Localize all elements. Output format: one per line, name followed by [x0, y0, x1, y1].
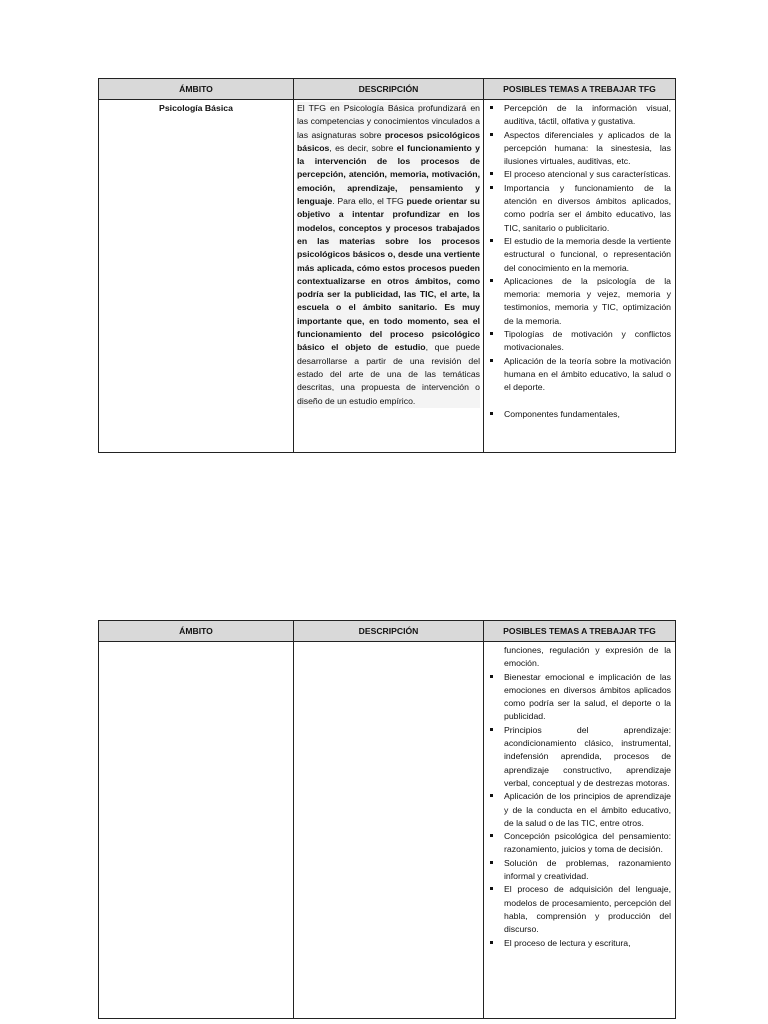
table-header-row: [99, 79, 676, 100]
header-temas: POSIBLES TEMAS A TREBAJAR TFG: [484, 79, 676, 100]
table-header-row: [99, 621, 676, 642]
temas-cell: [484, 642, 676, 1019]
header-ambito: ÁMBITO: [99, 79, 294, 100]
list-item: Concepción psicológica del pensamiento: razonamiento, juicios y toma de decisión.: [488, 830, 671, 857]
tfg-table-page-1: [98, 78, 676, 453]
descripcion-cell: [294, 100, 484, 453]
list-item: El proceso de adquisición del lenguaje, modelos de procesamiento, percepción del habla, comprensión y producción del discurso.: [488, 883, 671, 936]
tfg-table-page-2: [98, 620, 676, 1019]
descripcion-segment: , que puede desarrollarse a partir de una revisión del estado del arte de una de las temáticas descritas, una propuesta de intervención o diseño de un estudio empírico.: [297, 342, 480, 406]
descripcion-segment: . Para ello, el TFG: [332, 196, 407, 207]
temas-list: [488, 102, 671, 421]
ambito-cell: [99, 642, 294, 1019]
list-item: Solución de problemas, razonamiento informal y creatividad.: [488, 857, 671, 884]
header-descripcion: DESCRIPCIÓN: [294, 621, 484, 642]
list-item: El proceso atencional y sus características.: [488, 168, 671, 181]
list-item: Aplicación de la teoría sobre la motivación humana en el ámbito educativo, la salud o el deporte.: [488, 355, 671, 395]
header-ambito: ÁMBITO: [99, 621, 294, 642]
list-item-continuation: funciones, regulación y expresión de la emoción.: [504, 645, 671, 669]
list-item: Aspectos diferenciales y aplicados de la percepción humana: la sinestesia, las ilusiones virtuales, auditivas, etc.: [488, 129, 671, 169]
table-row: [99, 642, 676, 1019]
ambito-cell: Psicología Básica: [99, 100, 294, 453]
list-item: Principios del aprendizaje: acondicionamiento clásico, instrumental, indefensión aprendida, procesos de aprendizaje constructivo, aprendizaje verbal, conceptual y de destrezas motoras.: [488, 724, 671, 790]
temas-list: [488, 644, 671, 950]
list-item: El estudio de la memoria desde la vertiente estructural o funcional, o representación del conocimiento en la memoria.: [488, 235, 671, 275]
descripcion-bold-segment: procesos psicológicos básicos: [297, 129, 480, 153]
list-item: Aplicaciones de la psicología de la memoria: memoria y vejez, memoria y testimonios, memoria y TIC, optimización de la memoria.: [488, 275, 671, 328]
header-temas: POSIBLES TEMAS A TREBAJAR TFG: [484, 621, 676, 642]
list-item: Percepción de la información visual, auditiva, táctil, olfativa y gustativa.: [488, 102, 671, 129]
list-item: Tipologías de motivación y conflictos motivacionales.: [488, 328, 671, 355]
descripcion-bold-segment: el funcionamiento y la intervención de los procesos de percepción, atención, memoria, motivación, emoción, aprendizaje, pensamiento y lenguaje: [297, 142, 480, 207]
header-descripcion: DESCRIPCIÓN: [294, 79, 484, 100]
descripcion-text: [297, 102, 480, 408]
descripcion-segment: , es decir, sobre: [329, 142, 397, 153]
list-item: Importancia y funcionamiento de la atención en diversos ámbitos aplicados, como podría ser el ámbito educativo, las TIC, sanitario o publicitario.: [488, 182, 671, 235]
list-item: Aplicación de los principios de aprendizaje y de la conducta en el ámbito educativo, de la salud o de las TIC, entre otros.: [488, 790, 671, 830]
descripcion-segment: El TFG en Psicología Básica profundizará en las competencias y conocimientos vinculados a las asignaturas sobre: [297, 103, 480, 140]
temas-cell: [484, 100, 676, 453]
list-item: Bienestar emocional e implicación de las emociones en diversos ámbitos aplicados como podría ser la salud, el deporte o la publicidad.: [488, 671, 671, 724]
list-item: El proceso de lectura y escritura,: [488, 937, 671, 950]
descripcion-cell: [294, 642, 484, 1019]
descripcion-bold-segment: puede orientar su objetivo a intentar profundizar en los modelos, conceptos y procesos trabajados en las materias sobre los procesos psicológicos básicos o, desde una vertiente más aplicada, cómo estos procesos pueden contextualizarse en otros ámbitos, como podría ser la publicidad, las TIC, el arte, la escuela o el ámbito sanitario. Es muy importante que, en todo momento, sea el funcionamiento del proceso psicológico básico el objeto de estudio: [297, 196, 480, 353]
table-row: [99, 100, 676, 453]
list-item: Componentes fundamentales,: [488, 408, 671, 421]
